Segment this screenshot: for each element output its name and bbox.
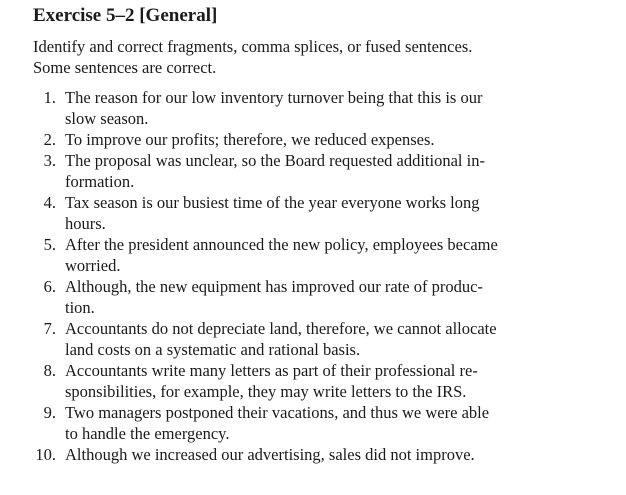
item-text-line: slow season. <box>65 109 149 128</box>
item-text-line: Tax season is our busiest time of the year everyone works long <box>65 193 480 212</box>
item-number: 3. <box>43 151 56 170</box>
item-number: 5. <box>43 235 56 254</box>
item-text-line: sponsibilities, for example, they may write letters to the IRS. <box>65 382 467 401</box>
item-text-line: After the president announced the new policy, employees became <box>65 235 498 254</box>
exercise-item <box>0 150 626 192</box>
item-text <box>65 402 585 444</box>
item-number: 9. <box>43 403 56 422</box>
item-text-line: hours. <box>65 214 106 233</box>
item-text <box>65 129 585 150</box>
item-text <box>65 318 585 360</box>
item-number: 2. <box>43 130 56 149</box>
exercise-item <box>0 402 626 444</box>
exercise-item <box>0 129 626 150</box>
item-text <box>65 360 585 402</box>
item-text <box>65 192 585 234</box>
exercise-title: Exercise 5–2 [General] <box>33 5 218 26</box>
exercise-item <box>0 234 626 276</box>
item-text <box>65 276 585 318</box>
item-text-line: Although, the new equipment has improved our rate of produc- <box>65 277 483 296</box>
exercise-item <box>0 87 626 129</box>
item-text-line: The reason for our low inventory turnover being that this is our <box>65 88 483 107</box>
item-number: 6. <box>43 277 56 296</box>
exercise-item <box>0 192 626 234</box>
item-text <box>65 234 585 276</box>
exercise-item-list <box>0 87 626 465</box>
exercise-item <box>0 444 626 465</box>
item-number: 4. <box>43 193 56 212</box>
item-number: 7. <box>43 319 56 338</box>
instruction-line: Some sentences are correct. <box>33 58 217 77</box>
item-text-line: The proposal was unclear, so the Board requested additional in- <box>65 151 485 170</box>
item-text-line: Accountants write many letters as part of their professional re- <box>65 361 478 380</box>
item-text-line: formation. <box>65 172 135 191</box>
item-number: 10. <box>35 445 56 464</box>
item-text-line: land costs on a systematic and rational basis. <box>65 340 361 359</box>
item-text <box>65 444 585 465</box>
item-text-line: Although we increased our advertising, sales did not improve. <box>65 445 475 464</box>
instruction-line: Identify and correct fragments, comma splices, or fused sentences. <box>33 37 473 56</box>
item-text <box>65 87 585 129</box>
exercise-instructions <box>33 36 593 78</box>
item-number: 8. <box>43 361 56 380</box>
item-text-line: to handle the emergency. <box>65 424 230 443</box>
exercise-item <box>0 360 626 402</box>
item-text <box>65 150 585 192</box>
item-text-line: Two managers postponed their vacations, and thus we were able <box>65 403 490 422</box>
exercise-item <box>0 318 626 360</box>
item-text-line: Accountants do not depreciate land, therefore, we cannot allocate <box>65 319 497 338</box>
item-text-line: tion. <box>65 298 95 317</box>
item-text-line: To improve our profits; therefore, we reduced expenses. <box>65 130 435 149</box>
exercise-item <box>0 276 626 318</box>
item-text-line: worried. <box>65 256 121 275</box>
item-number: 1. <box>43 88 56 107</box>
